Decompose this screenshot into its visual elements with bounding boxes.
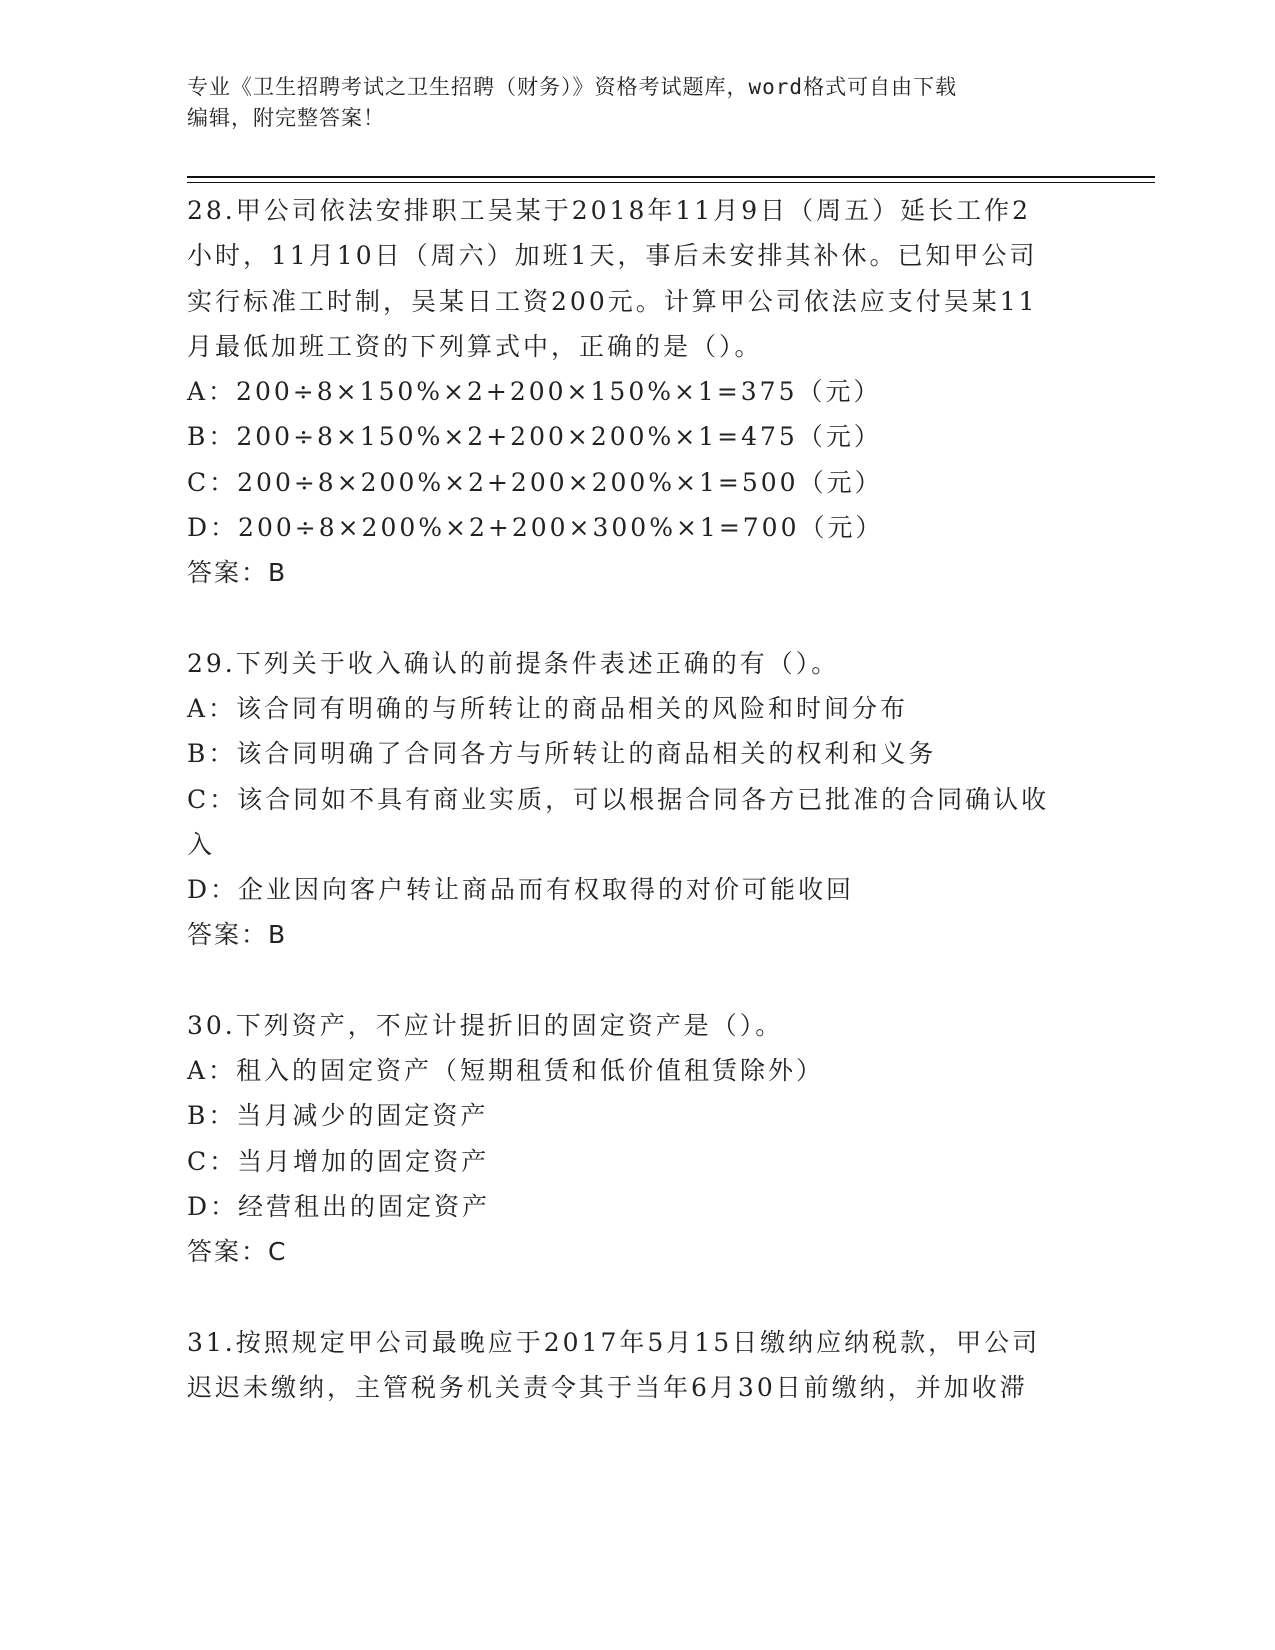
question-text-line: 30.下列资产，不应计提折旧的固定资产是（）。 xyxy=(187,1010,784,1040)
option-d: D：经营租出的固定资产 xyxy=(187,1191,491,1221)
option-a: A：该合同有明确的与所转让的商品相关的风险和时间分布 xyxy=(187,693,909,723)
question-spacer xyxy=(187,958,1077,1003)
option-d: D：200÷8×200%×2+200×300%×1=700（元） xyxy=(187,513,884,543)
document-header xyxy=(187,72,1067,134)
question-text-line: 31.按照规定甲公司最晚应于2017年5月15日缴纳应纳税款，甲公司 xyxy=(187,1327,1041,1357)
question-text-line: 小时，11月10日（周六）加班1天，事后未安排其补休。已知甲公司 xyxy=(187,241,1038,271)
answer-line: 答案：C xyxy=(187,1237,288,1267)
option-c: C：该合同如不具有商业实质，可以根据合同各方已批准的合同确认收 xyxy=(187,784,1050,814)
question-text-line: 月最低加班工资的下列算式中，正确的是（）。 xyxy=(187,331,763,361)
question-28 xyxy=(187,188,1077,596)
question-30 xyxy=(187,1003,1077,1275)
option-b: B：当月减少的固定资产 xyxy=(187,1101,489,1131)
option-c-continued: 入 xyxy=(187,829,216,859)
answer-line: 答案：B xyxy=(187,558,288,588)
answer-line: 答案：B xyxy=(187,920,288,950)
question-text-line: 实行标准工时制，吴某日工资200元。计算甲公司依法应支付吴某11 xyxy=(187,286,1038,316)
option-a: A：200÷8×150%×2+200×150%×1=375（元） xyxy=(187,377,882,407)
question-31 xyxy=(187,1320,1077,1411)
option-d: D：企业因向客户转让商品而有权取得的对价可能收回 xyxy=(187,875,855,905)
option-a: A：租入的固定资产（短期租赁和低价值租赁除外） xyxy=(187,1056,825,1086)
option-c: C：200÷8×200%×2+200×200%×1=500（元） xyxy=(187,467,883,497)
question-text-line: 28.甲公司依法安排职工吴某于2018年11月9日（周五）延长工作2 xyxy=(187,196,1032,225)
option-b: B：200÷8×150%×2+200×200%×1=475（元） xyxy=(187,422,882,452)
question-text-line: 29.下列关于收入确认的前提条件表述正确的有（）。 xyxy=(187,648,840,678)
question-text-line: 迟迟未缴纳，主管税务机关责令其于当年6月30日前缴纳，并加收滞 xyxy=(187,1372,1028,1402)
header-line: 编辑，附完整答案！ xyxy=(187,106,385,130)
option-c: C：当月增加的固定资产 xyxy=(187,1146,490,1176)
question-list xyxy=(187,188,1077,1410)
option-b: B：该合同明确了合同各方与所转让的商品相关的权利和义务 xyxy=(187,739,937,769)
question-spacer xyxy=(187,596,1077,641)
header-divider xyxy=(187,182,1155,183)
question-29 xyxy=(187,641,1077,958)
header-line: 专业《卫生招聘考试之卫生招聘（财务）》资格考试题库，word格式可自由下载 xyxy=(187,75,958,99)
question-spacer xyxy=(187,1275,1077,1320)
header-divider xyxy=(187,176,1155,178)
